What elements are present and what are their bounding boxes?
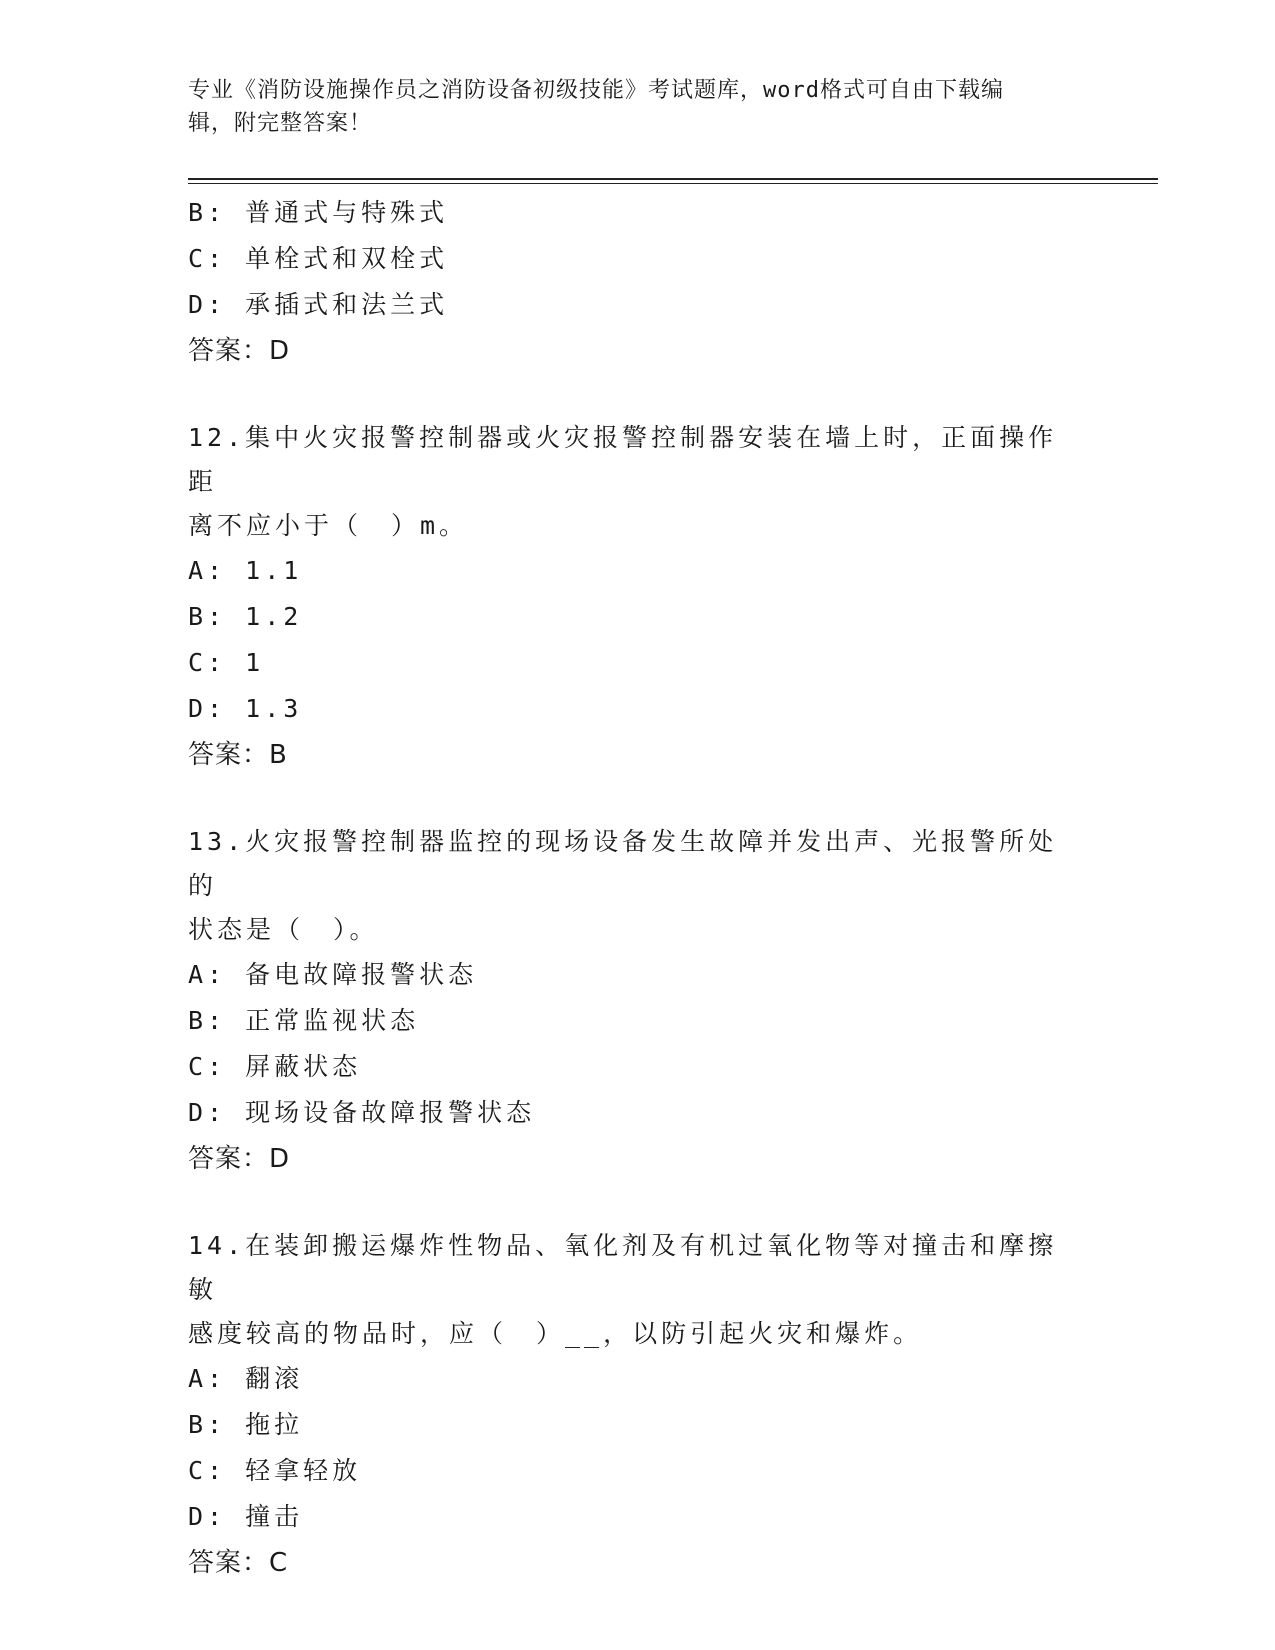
question-text (188, 820, 1078, 952)
question-text-line-2: 感度较高的物品时，应（ ）__，以防引起火灾和爆炸。 (188, 1319, 923, 1348)
option-c: C: 轻拿轻放 (188, 1456, 362, 1485)
question-11-block (188, 190, 1088, 374)
option-b: B: 普通式与特殊式 (188, 198, 449, 227)
question-text (188, 416, 1078, 548)
question-13-block (188, 820, 1088, 1182)
option-d: D: 撞击 (188, 1502, 304, 1531)
option-b: B: 拖拉 (188, 1410, 304, 1439)
option-b: B: 正常监视状态 (188, 1006, 420, 1035)
question-12-block (188, 416, 1088, 778)
question-text (188, 1224, 1078, 1356)
document-header (188, 74, 1068, 140)
option-c: C: 1 (188, 648, 265, 677)
option-d: D: 1.3 (188, 694, 303, 723)
header-line-2: 辑，附完整答案！ (188, 111, 373, 136)
option-a: A: 1.1 (188, 556, 303, 585)
header-line-1: 专业《消防设施操作员之消防设备初级技能》考试题库，word格式可自由下载编 (188, 78, 1004, 103)
option-d: D: 现场设备故障报警状态 (188, 1098, 536, 1127)
answer-line: 答案：D (188, 336, 291, 366)
question-text-line-1: 12.集中火灾报警控制器或火灾报警控制器安装在墙上时，正面操作距 (188, 423, 1058, 496)
answer-line: 答案：D (188, 1144, 291, 1174)
question-text-line-1: 13.火灾报警控制器监控的现场设备发生故障并发出声、光报警所处的 (188, 827, 1058, 900)
question-14-block (188, 1224, 1088, 1586)
question-text-line-2: 离不应小于（ ）m。 (188, 511, 469, 540)
option-c: C: 单栓式和双栓式 (188, 244, 449, 273)
option-d: D: 承插式和法兰式 (188, 290, 449, 319)
question-content (188, 190, 1088, 1586)
option-c: C: 屏蔽状态 (188, 1052, 362, 1081)
question-text-line-1: 14.在装卸搬运爆炸性物品、氧化剂及有机过氧化物等对撞击和摩擦敏 (188, 1231, 1058, 1304)
option-b: B: 1.2 (188, 602, 303, 631)
option-a: A: 翻滚 (188, 1364, 304, 1393)
header-divider-thick (188, 178, 1158, 180)
option-a: A: 备电故障报警状态 (188, 960, 478, 989)
spacer (188, 1182, 1088, 1224)
answer-line: 答案：C (188, 1548, 289, 1578)
question-text-line-2: 状态是（ ）。 (188, 915, 379, 944)
spacer (188, 778, 1088, 820)
header-divider-thin (188, 183, 1158, 184)
spacer (188, 374, 1088, 416)
answer-line: 答案：B (188, 740, 288, 770)
